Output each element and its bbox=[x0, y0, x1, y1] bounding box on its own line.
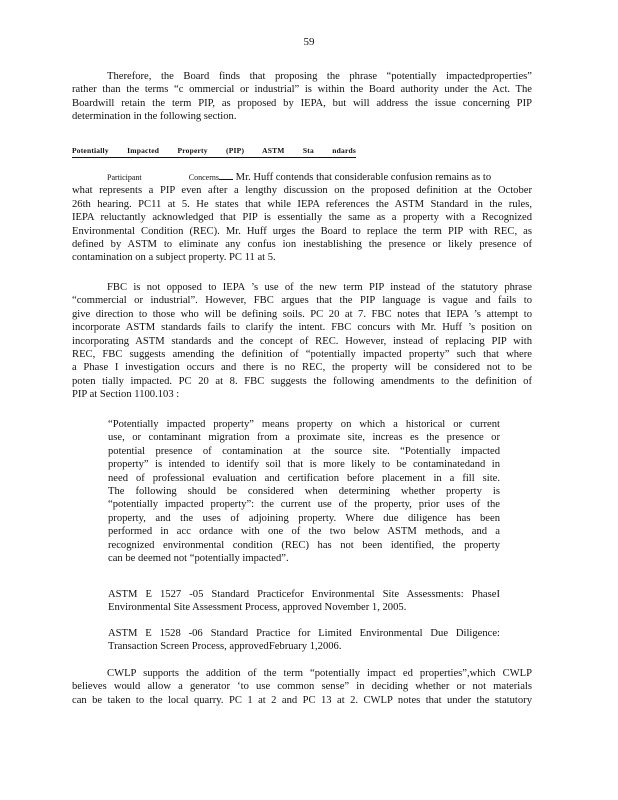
reference-line: Environmental Site Assessment Process, approved November 1, 2005. bbox=[108, 602, 407, 614]
paragraph-fbc-position bbox=[72, 281, 532, 402]
paragraph-line: FBC is not opposed to IEPA ’s use of the new term PIP instead of the statutory phrase bbox=[107, 282, 532, 293]
paragraph-line: Environmental Condition (REC). Mr. Huff urges the Board to replace the term PIP with REC, as bbox=[72, 225, 532, 237]
reference-line: Transaction Screen Process, approvedFebruary 1,2006. bbox=[108, 641, 342, 653]
block-quote-definition bbox=[108, 418, 500, 565]
paragraph-line: can be taken to the local quarry. PC 1 at 2 and PC 13 at 2. CWLP notes that under the statutory bbox=[72, 694, 532, 706]
paragraph-line: believes would allow a generator ‘to use common sense” in deciding whether or not materials bbox=[72, 681, 532, 693]
paragraph-line: “commercial or industrial”. However, FBC argues that the PIP language is vague and fails to bbox=[72, 295, 532, 307]
paragraph-participant-concerns bbox=[72, 170, 532, 265]
section-heading: Potentially Impacted Property (PIP) ASTM Sta ndards bbox=[72, 144, 356, 157]
paragraph-line: determination in the following section. bbox=[72, 111, 237, 123]
paragraph-line: what represents a PIP even after a lengthy discussion on the proposed definition at the October bbox=[72, 185, 532, 197]
quote-line: potential presence of contamination at the source site. “Potentially impacted bbox=[108, 445, 500, 457]
paragraph-cwlp-support bbox=[72, 667, 532, 707]
paragraph-line: rather than the terms “c ommercial or industrial” is within the Board authority under the Act. The bbox=[72, 84, 532, 96]
quote-line: The following should be considered when determining whether property is bbox=[108, 486, 500, 498]
quote-line: “Potentially impacted property” means property on which a historical or current bbox=[108, 419, 500, 430]
underline-rule bbox=[219, 170, 233, 180]
paragraph-line: IEPA reluctantly acknowledged that PIP is essentially the same as a property with a Recognized bbox=[72, 212, 532, 224]
paragraph-board-finding bbox=[72, 70, 532, 124]
paragraph-line: give direction to those who will be defining soils. PC 20 at 7. FBC notes that IEPA ’s attempt to bbox=[72, 308, 532, 320]
paragraph-line: CWLP supports the addition of the term “potentially impact ed properties”,which CWLP bbox=[107, 668, 532, 679]
quote-line: can be deemed not “potentially impacted”. bbox=[108, 553, 289, 565]
paragraph-line: Therefore, the Board finds that proposing the phrase “potentially impactedproperties” bbox=[107, 71, 532, 82]
quote-line: performed in acc ordance with one of the two below ASTM methods, and a bbox=[108, 526, 500, 538]
quote-line: recognized environmental condition (REC) has not been identified, the property bbox=[108, 539, 500, 551]
subheading: Participant Concerns bbox=[107, 173, 219, 182]
paragraph-line: REC, FBC suggests amending the definition of “potentially impacted property” such that where bbox=[72, 349, 532, 361]
quote-line: need of professional evaluation and certification before placement in a fill site. bbox=[108, 472, 500, 484]
paragraph-line bbox=[72, 170, 532, 184]
paragraph-line: Boardwill retain the term PIP, as proposed by IEPA, but will address the issue concerning PIP bbox=[72, 97, 532, 109]
paragraph-line: incorporate ASTM standards fails to clarify the intent. FBC concurs with Mr. Huff ’s position on bbox=[72, 322, 532, 334]
paragraph-line-rest: Mr. Huff contends that considerable confusion remains as to bbox=[235, 172, 492, 183]
paragraph-line: incorporating ASTM standards and the concept of REC. However, instead of replacing PIP with bbox=[72, 335, 532, 347]
quote-line: “potentially impacted property”: the current use of the property, prior uses of the bbox=[108, 499, 500, 511]
paragraph-line: PIP at Section 1100.103 : bbox=[72, 389, 180, 401]
quote-line: use, or contaminant migration from a proximate site, increas es the presence or bbox=[108, 432, 500, 444]
astm-reference-1527 bbox=[108, 588, 500, 615]
paragraph-line: poten tially impacted. PC 20 at 8. FBC suggests the following amendments to the definition of bbox=[72, 375, 532, 387]
paragraph-line: 26th hearing. PC11 at 5. He states that while IEPA references the ASTM Standard in the rules, bbox=[72, 198, 532, 210]
reference-line: ASTM E 1528 -06 Standard Practice for Limited Environmental Due Diligence: bbox=[108, 628, 500, 639]
page-number: 59 bbox=[303, 36, 315, 48]
paragraph-line: contamination on a subject property. PC 11 at 5. bbox=[72, 252, 276, 264]
paragraph-line: defined by ASTM to eliminate any confus ion inestablishing the presence or likely presence of bbox=[72, 239, 532, 251]
paragraph-line: a Phase I investigation occurs and there is no REC, the property will be considered not to be bbox=[72, 362, 532, 374]
quote-line: property, and the uses of adjoining property. Where due diligence has been bbox=[108, 512, 500, 524]
astm-reference-1528 bbox=[108, 627, 500, 654]
reference-line: ASTM E 1527 -05 Standard Practicefor Environmental Site Assessments: PhaseI bbox=[108, 589, 500, 600]
quote-line: property” is intended to identify soil that is more likely to be contaminatedand in bbox=[108, 459, 500, 471]
